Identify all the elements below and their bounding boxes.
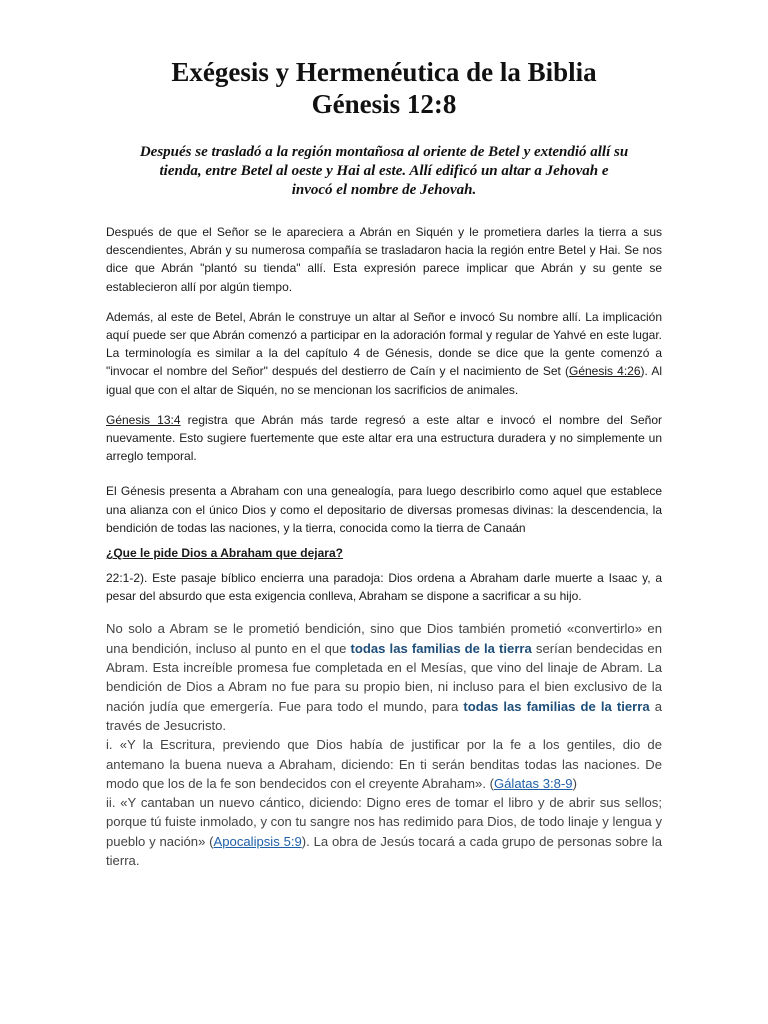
commentary-text-b: serían bendecidas en Abram. Esta increíble promesa fue completada en el Mesías, que vino del linaje de Abram. La bendición de Dios a Abram no fue para su propio bien, ni incluso para el bien exclusivo de la nación judía que emergería. Fue para todo el mundo, para [106, 640, 662, 714]
paragraph-5: 22:1-2). Este pasaje bíblico encierra una paradoja: Dios ordena a Abraham darle muerte a Isaac y, a pesar del absurdo que esta exigencia conlleva, Abraham se dispone a sacrificar a su hijo. [106, 571, 662, 604]
page-title [106, 56, 662, 120]
item-1-text: i. «Y la Escritura, previendo que Dios había de justificar por la fe a los gentiles, dio de antemano la buena nueva a Abraham, diciendo: En ti serán benditas todas las naciones. De modo que los de la fe son bendecidos con el creyente Abraham». ( [106, 737, 662, 791]
verse-line-2: tienda, entre Betel al oeste y Hai al este. Allí edificó un altar a Jehovah e [159, 163, 609, 179]
paragraph-2-text-b: ). Al igual que con el altar de Siquén, no se mencionan los sacrificios de animales. [106, 364, 663, 397]
apocalipsis-link[interactable]: Apocalipsis 5:9 [213, 833, 302, 849]
paragraph-3 [106, 411, 662, 466]
commentary-block [106, 619, 662, 870]
galatas-link[interactable]: Gálatas 3:8-9 [493, 775, 573, 791]
genesis-4-26-reference[interactable]: Génesis 4:26 [568, 364, 641, 379]
commentary-paragraph [106, 619, 662, 735]
highlight-families-1: todas las familias de la tierra [350, 640, 532, 656]
commentary-text-c: a través de Jesucristo. [106, 698, 662, 733]
title-line-2: Génesis 12:8 [311, 89, 457, 119]
commentary-item-2 [106, 793, 662, 870]
paragraph-2 [106, 308, 662, 399]
paragraph-4: El Génesis presenta a Abraham con una genealogía, para luego describirlo como aquel que establece una alianza con el único Dios y como el depositario de diversas promesas divinas: la descendencia, la bendición de todas las naciones, y la tierra, conocida como la tierra de Canaán [106, 484, 662, 535]
item-1-close: ) [572, 775, 577, 791]
item-2-text: ii. «Y cantaban un nuevo cántico, diciendo: Digno eres de tomar el libro y de abrir sus sellos; porque tú fuiste inmolado, y con tu sangre nos has redimido para Dios, de todo linaje y lengua y pueblo y nación» ( [106, 795, 662, 849]
paragraph-3-text: registra que Abrán más tarde regresó a este altar e invocó el nombre del Señor nuevamente. Esto sugiere fuertemente que este altar era una estructura duradera y no simplemente un arreglo temporal. [106, 412, 662, 464]
verse-line-1: Después se trasladó a la región montañosa al oriente de Betel y extendió allí su [139, 144, 629, 160]
item-2-close: ). La obra de Jesús tocará a cada grupo de personas sobre la tierra. [106, 833, 662, 869]
verse-quote [106, 143, 662, 200]
paragraph-1: Después de que el Señor se le apareciera a Abrán en Siquén y le prometiera darles la tierra a sus descendientes, Abrán y su numerosa compañía se trasladaron hacia la región entre Betel y Hai. Se nos dice que Abrán "plantó su tienda" allí. Esta expresión parece implicar que Abrán y su gente se establecieron allí por algún tiempo. [106, 225, 662, 294]
title-line-1: Exégesis y Hermenéutica de la Biblia [171, 57, 597, 87]
commentary-text-a: No solo a Abram se le prometió bendición, sino que Dios también prometió «convertirlo» en una bendición, incluso al punto en el que [106, 621, 662, 656]
paragraph-2-text-a: Además, al este de Betel, Abrán le construye un altar al Señor e invocó Su nombre allí. La implicación aquí puede ser que Abrán comenzó a participar en la adoración formal y regular de Yahvé en este lugar. La terminología es similar a la del capítulo 4 de Génesis, donde se dice que la gente comenzó a "invocar el nombre del Señor" después del destierro de Caín y el nacimiento de Set ( [106, 309, 662, 379]
highlight-families-2: todas las familias de la tierra [463, 698, 650, 714]
genesis-13-4-reference[interactable]: Génesis 13:4 [106, 412, 181, 427]
commentary-item-1 [106, 735, 662, 793]
verse-line-3: invocó el nombre de Jehovah. [291, 182, 477, 198]
section-question-heading: ¿Que le pide Dios a Abraham que dejara? [106, 546, 343, 561]
